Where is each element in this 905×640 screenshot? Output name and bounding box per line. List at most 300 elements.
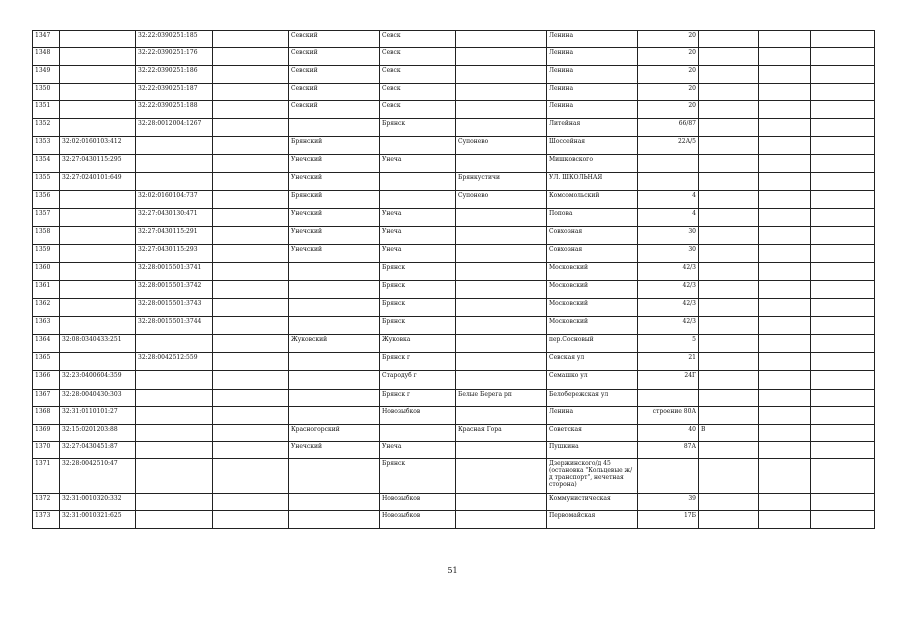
street-cell: Попова [547, 209, 638, 227]
table-row [33, 101, 875, 119]
cadastral-number-2: 32:28:0015501:3743 [136, 299, 213, 317]
street-cell: Ленина [547, 31, 638, 48]
cadastral-number-1 [60, 66, 136, 84]
house-cell: 39 [638, 494, 699, 511]
house-cell: 20 [638, 48, 699, 66]
empty-cell [759, 390, 811, 407]
building-cell [699, 84, 759, 101]
cadastral-number-1 [60, 119, 136, 137]
street-cell: Шоссейная [547, 137, 638, 155]
house-cell: 22А/5 [638, 137, 699, 155]
row-number: 1357 [33, 209, 60, 227]
empty-cell [759, 335, 811, 353]
building-cell [699, 281, 759, 299]
city-cell [380, 425, 456, 442]
settlement-cell [456, 353, 547, 371]
settlement-cell [456, 48, 547, 66]
district-cell: Севский [289, 48, 380, 66]
building-cell [699, 119, 759, 137]
empty-cell [759, 155, 811, 173]
table-body [33, 31, 875, 529]
district-cell [289, 390, 380, 407]
empty-cell [811, 191, 875, 209]
empty-cell [213, 66, 289, 84]
cadastral-number-2: 32:02:0160104:737 [136, 191, 213, 209]
empty-cell [759, 281, 811, 299]
house-cell [638, 173, 699, 191]
empty-cell [811, 442, 875, 459]
settlement-cell [456, 407, 547, 425]
city-cell: Севск [380, 101, 456, 119]
table-row [33, 66, 875, 84]
settlement-cell [456, 84, 547, 101]
row-number: 1347 [33, 31, 60, 48]
settlement-cell [456, 371, 547, 390]
district-cell: Севский [289, 66, 380, 84]
settlement-cell [456, 263, 547, 281]
empty-cell [759, 31, 811, 48]
cadastral-number-2: 32:22:0390251:185 [136, 31, 213, 48]
empty-cell [811, 48, 875, 66]
empty-cell [759, 371, 811, 390]
settlement-cell: Брянкустичи [456, 173, 547, 191]
cadastral-number-1: 32:31:0010321:625 [60, 511, 136, 529]
table-row [33, 459, 875, 494]
street-cell: Московский [547, 281, 638, 299]
street-cell: УЛ. ШКОЛЬНАЯ [547, 173, 638, 191]
district-cell: Унечский [289, 155, 380, 173]
table-row [33, 353, 875, 371]
empty-cell [811, 66, 875, 84]
cadastral-number-1: 32:31:0010320:332 [60, 494, 136, 511]
district-cell [289, 511, 380, 529]
row-number: 1363 [33, 317, 60, 335]
settlement-cell [456, 227, 547, 245]
table-row [33, 137, 875, 155]
district-cell: Брянский [289, 137, 380, 155]
building-cell: В [699, 425, 759, 442]
city-cell: Севск [380, 84, 456, 101]
settlement-cell [456, 442, 547, 459]
row-number: 1351 [33, 101, 60, 119]
empty-cell [759, 48, 811, 66]
empty-cell [213, 227, 289, 245]
street-cell: пер.Сосновый [547, 335, 638, 353]
row-number: 1364 [33, 335, 60, 353]
empty-cell [811, 84, 875, 101]
street-cell: Мишковского [547, 155, 638, 173]
table-row [33, 299, 875, 317]
empty-cell [759, 353, 811, 371]
empty-cell [213, 173, 289, 191]
city-cell: Брянск [380, 119, 456, 137]
empty-cell [811, 245, 875, 263]
district-cell [289, 353, 380, 371]
city-cell: Унеча [380, 245, 456, 263]
house-cell: 20 [638, 66, 699, 84]
house-cell: 20 [638, 84, 699, 101]
street-cell: Семашко ул [547, 371, 638, 390]
empty-cell [811, 459, 875, 494]
building-cell [699, 31, 759, 48]
row-number: 1370 [33, 442, 60, 459]
city-cell: Брянск [380, 317, 456, 335]
building-cell [699, 459, 759, 494]
cadastral-number-2 [136, 371, 213, 390]
street-cell: Московский [547, 317, 638, 335]
page-number: 51 [447, 566, 458, 575]
building-cell [699, 191, 759, 209]
table-row [33, 281, 875, 299]
building-cell [699, 137, 759, 155]
row-number: 1360 [33, 263, 60, 281]
cadastral-number-1 [60, 227, 136, 245]
street-cell: Дзержинского/д 45 (остановка "Кольцевые ж/д транспорт", нечетная сторона) [547, 459, 638, 494]
empty-cell [213, 425, 289, 442]
building-cell [699, 209, 759, 227]
building-cell [699, 66, 759, 84]
city-cell: Севск [380, 48, 456, 66]
table-row [33, 84, 875, 101]
street-cell: Пушкина [547, 442, 638, 459]
cadastral-number-2: 32:27:0430130:471 [136, 209, 213, 227]
building-cell [699, 317, 759, 335]
district-cell: Унечский [289, 209, 380, 227]
district-cell [289, 281, 380, 299]
empty-cell [759, 511, 811, 529]
settlement-cell [456, 281, 547, 299]
settlement-cell [456, 335, 547, 353]
cadastral-number-2 [136, 173, 213, 191]
row-number: 1352 [33, 119, 60, 137]
cadastral-number-1: 32:02:0160103:412 [60, 137, 136, 155]
cadastral-number-2 [136, 425, 213, 442]
empty-cell [811, 227, 875, 245]
street-cell: Комсомольский [547, 191, 638, 209]
cadastral-number-2 [136, 137, 213, 155]
empty-cell [759, 66, 811, 84]
empty-cell [213, 101, 289, 119]
cadastral-number-1 [60, 84, 136, 101]
row-number: 1354 [33, 155, 60, 173]
city-cell: Жуковка [380, 335, 456, 353]
empty-cell [213, 317, 289, 335]
cadastral-number-1 [60, 245, 136, 263]
empty-cell [213, 390, 289, 407]
table-row [33, 263, 875, 281]
empty-cell [759, 299, 811, 317]
table-row [33, 317, 875, 335]
row-number: 1356 [33, 191, 60, 209]
empty-cell [811, 101, 875, 119]
cadastral-number-2 [136, 494, 213, 511]
cadastral-number-2 [136, 407, 213, 425]
empty-cell [811, 281, 875, 299]
district-cell [289, 119, 380, 137]
cadastral-number-1: 32:23:0400604:359 [60, 371, 136, 390]
settlement-cell [456, 494, 547, 511]
empty-cell [759, 263, 811, 281]
table-row [33, 48, 875, 66]
building-cell [699, 155, 759, 173]
district-cell [289, 317, 380, 335]
empty-cell [213, 407, 289, 425]
house-cell: строение 80А [638, 407, 699, 425]
building-cell [699, 227, 759, 245]
row-number: 1359 [33, 245, 60, 263]
street-cell: Ленина [547, 48, 638, 66]
cadastral-number-1: 32:28:0042510:47 [60, 459, 136, 494]
building-cell [699, 245, 759, 263]
district-cell: Жуковский [289, 335, 380, 353]
empty-cell [811, 353, 875, 371]
cadastral-number-2: 32:22:0390251:176 [136, 48, 213, 66]
empty-cell [811, 209, 875, 227]
district-cell: Унечский [289, 245, 380, 263]
empty-cell [213, 299, 289, 317]
cadastral-number-2: 32:28:0042512:559 [136, 353, 213, 371]
building-cell [699, 511, 759, 529]
house-cell: 21 [638, 353, 699, 371]
table-row [33, 494, 875, 511]
row-number: 1348 [33, 48, 60, 66]
cadastral-number-2: 32:27:0430115:291 [136, 227, 213, 245]
row-number: 1350 [33, 84, 60, 101]
table-row [33, 245, 875, 263]
district-cell: Севский [289, 84, 380, 101]
empty-cell [759, 84, 811, 101]
empty-cell [811, 31, 875, 48]
empty-cell [213, 84, 289, 101]
house-cell: 87А [638, 442, 699, 459]
street-cell: Советская [547, 425, 638, 442]
cadastral-number-1 [60, 209, 136, 227]
house-cell: 4 [638, 209, 699, 227]
house-cell: 5 [638, 335, 699, 353]
row-number: 1362 [33, 299, 60, 317]
city-cell: Брянск г [380, 390, 456, 407]
settlement-cell [456, 459, 547, 494]
cadastral-number-2 [136, 459, 213, 494]
cadastral-number-2: 32:22:0390251:188 [136, 101, 213, 119]
row-number: 1372 [33, 494, 60, 511]
table-row [33, 511, 875, 529]
cadastral-number-2 [136, 511, 213, 529]
cadastral-number-1: 32:28:0040430:303 [60, 390, 136, 407]
table-row [33, 371, 875, 390]
empty-cell [759, 407, 811, 425]
city-cell: Севск [380, 66, 456, 84]
settlement-cell [456, 31, 547, 48]
city-cell: Унеча [380, 227, 456, 245]
registry-table [32, 30, 875, 529]
empty-cell [213, 335, 289, 353]
building-cell [699, 494, 759, 511]
house-cell: 66/87 [638, 119, 699, 137]
settlement-cell [456, 209, 547, 227]
row-number: 1353 [33, 137, 60, 155]
empty-cell [811, 119, 875, 137]
row-number: 1358 [33, 227, 60, 245]
table-row [33, 390, 875, 407]
table-row [33, 425, 875, 442]
empty-cell [759, 191, 811, 209]
empty-cell [759, 209, 811, 227]
cadastral-number-1 [60, 317, 136, 335]
table-row [33, 119, 875, 137]
street-cell: Ленина [547, 66, 638, 84]
empty-cell [213, 155, 289, 173]
settlement-cell: Красная Гора [456, 425, 547, 442]
city-cell: Севск [380, 31, 456, 48]
building-cell [699, 263, 759, 281]
building-cell [699, 48, 759, 66]
city-cell: Стародуб г [380, 371, 456, 390]
district-cell: Брянский [289, 191, 380, 209]
building-cell [699, 101, 759, 119]
building-cell [699, 371, 759, 390]
empty-cell [759, 317, 811, 335]
street-cell: Ленина [547, 101, 638, 119]
house-cell: 30 [638, 227, 699, 245]
street-cell: Севская ул [547, 353, 638, 371]
district-cell [289, 459, 380, 494]
empty-cell [811, 263, 875, 281]
district-cell: Унечский [289, 227, 380, 245]
city-cell [380, 191, 456, 209]
house-cell: 17Б [638, 511, 699, 529]
district-cell [289, 494, 380, 511]
empty-cell [811, 407, 875, 425]
district-cell: Унечский [289, 442, 380, 459]
settlement-cell [456, 119, 547, 137]
cadastral-number-1 [60, 31, 136, 48]
cadastral-number-2: 32:28:0015501:3744 [136, 317, 213, 335]
cadastral-number-1 [60, 299, 136, 317]
cadastral-number-1: 32:27:0430451:87 [60, 442, 136, 459]
district-cell [289, 407, 380, 425]
row-number: 1355 [33, 173, 60, 191]
settlement-cell: Белые Берега рп [456, 390, 547, 407]
empty-cell [811, 137, 875, 155]
empty-cell [811, 425, 875, 442]
empty-cell [811, 494, 875, 511]
empty-cell [811, 173, 875, 191]
house-cell: 42/3 [638, 299, 699, 317]
empty-cell [811, 371, 875, 390]
empty-cell [759, 494, 811, 511]
cadastral-number-1 [60, 263, 136, 281]
row-number: 1366 [33, 371, 60, 390]
empty-cell [759, 119, 811, 137]
street-cell: Ленина [547, 407, 638, 425]
cadastral-number-2: 32:28:0015501:3742 [136, 281, 213, 299]
city-cell: Брянск [380, 263, 456, 281]
street-cell: Первомайская [547, 511, 638, 529]
table-row [33, 173, 875, 191]
cadastral-number-2: 32:22:0390251:186 [136, 66, 213, 84]
house-cell: 24Г [638, 371, 699, 390]
table-row [33, 209, 875, 227]
city-cell [380, 173, 456, 191]
table-row [33, 335, 875, 353]
city-cell: Новозыбков [380, 511, 456, 529]
table-row [33, 442, 875, 459]
building-cell [699, 407, 759, 425]
building-cell [699, 335, 759, 353]
district-cell: Унечский [289, 173, 380, 191]
settlement-cell [456, 101, 547, 119]
row-number: 1361 [33, 281, 60, 299]
cadastral-number-2 [136, 335, 213, 353]
house-cell: 42/3 [638, 317, 699, 335]
empty-cell [213, 459, 289, 494]
empty-cell [811, 299, 875, 317]
empty-cell [811, 155, 875, 173]
settlement-cell [456, 245, 547, 263]
street-cell: Совхозная [547, 245, 638, 263]
empty-cell [213, 511, 289, 529]
cadastral-number-1 [60, 281, 136, 299]
empty-cell [759, 459, 811, 494]
building-cell [699, 173, 759, 191]
cadastral-number-2: 32:28:0015501:3741 [136, 263, 213, 281]
house-cell [638, 459, 699, 494]
settlement-cell [456, 299, 547, 317]
row-number: 1349 [33, 66, 60, 84]
empty-cell [759, 173, 811, 191]
cadastral-number-1: 32:31:0110101:27 [60, 407, 136, 425]
district-cell [289, 263, 380, 281]
row-number: 1368 [33, 407, 60, 425]
empty-cell [811, 390, 875, 407]
street-cell: Ленина [547, 84, 638, 101]
empty-cell [213, 48, 289, 66]
city-cell: Новозыбков [380, 407, 456, 425]
empty-cell [213, 371, 289, 390]
city-cell [380, 137, 456, 155]
row-number: 1365 [33, 353, 60, 371]
house-cell: 4 [638, 191, 699, 209]
district-cell: Севский [289, 101, 380, 119]
empty-cell [759, 425, 811, 442]
district-cell: Севский [289, 31, 380, 48]
house-cell [638, 155, 699, 173]
house-cell: 42/3 [638, 281, 699, 299]
house-cell: 20 [638, 31, 699, 48]
empty-cell [811, 335, 875, 353]
building-cell [699, 353, 759, 371]
building-cell [699, 299, 759, 317]
cadastral-number-1 [60, 48, 136, 66]
settlement-cell: Супонево [456, 191, 547, 209]
empty-cell [213, 191, 289, 209]
empty-cell [213, 31, 289, 48]
table-row [33, 155, 875, 173]
row-number: 1369 [33, 425, 60, 442]
cadastral-number-1 [60, 101, 136, 119]
cadastral-number-1: 32:15:0201203:88 [60, 425, 136, 442]
empty-cell [213, 442, 289, 459]
empty-cell [213, 209, 289, 227]
city-cell: Унеча [380, 209, 456, 227]
city-cell: Брянск г [380, 353, 456, 371]
cadastral-number-1: 32:27:0430115:295 [60, 155, 136, 173]
empty-cell [759, 442, 811, 459]
city-cell: Брянск [380, 299, 456, 317]
cadastral-number-1 [60, 353, 136, 371]
row-number: 1371 [33, 459, 60, 494]
